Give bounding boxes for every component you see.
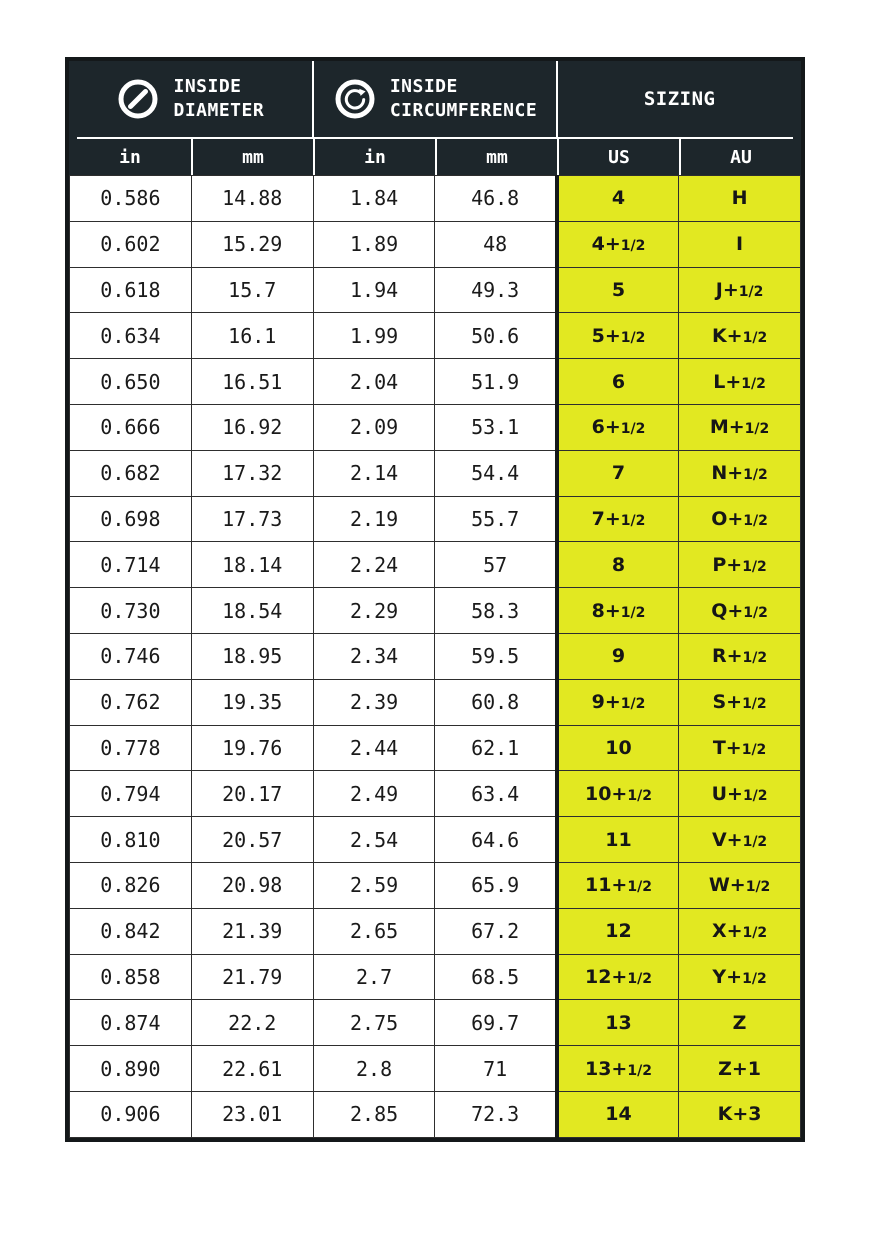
diameter-in-cell: 0.874 [70,1000,192,1046]
au-size-cell: U+1/2 [679,771,801,817]
us-size-cell: 6 [557,359,679,405]
us-size-cell: 7 [557,450,679,496]
diameter-mm-cell: 23.01 [191,1091,313,1137]
circumference-mm-cell: 51.9 [435,359,557,405]
unit-header-circumference-mm: mm [435,139,557,175]
us-size-cell: 4+1/2 [557,221,679,267]
au-size-cell: Z [679,1000,801,1046]
us-size-cell: 7+1/2 [557,496,679,542]
circumference-in-cell: 2.44 [313,725,435,771]
unit-header-row [69,139,801,175]
diameter-mm-cell: 16.92 [191,404,313,450]
circumference-in-cell: 1.99 [313,313,435,359]
circumference-icon [333,77,377,121]
diameter-in-cell: 0.794 [70,771,192,817]
us-size-cell: 12 [557,908,679,954]
header-inside-circumference [312,61,557,137]
unit-header-circumference-in: in [313,139,435,175]
au-size-cell: T+1/2 [679,725,801,771]
diameter-in-cell: 0.762 [70,679,192,725]
diameter-in-cell: 0.890 [70,1046,192,1092]
circumference-mm-cell: 58.3 [435,588,557,634]
au-size-cell: I [679,221,801,267]
table-row [70,542,801,588]
diameter-mm-cell: 22.2 [191,1000,313,1046]
ring-size-chart [65,57,805,1142]
diameter-in-cell: 0.714 [70,542,192,588]
diameter-in-cell: 0.730 [70,588,192,634]
diameter-in-cell: 0.602 [70,221,192,267]
unit-header-au: AU [679,139,801,175]
table-row [70,1091,801,1137]
circumference-in-cell: 2.34 [313,633,435,679]
us-size-cell: 6+1/2 [557,404,679,450]
au-size-cell: Y+1/2 [679,954,801,1000]
header-label-line: CIRCUMFERENCE [389,100,538,121]
diameter-mm-cell: 14.88 [191,176,313,222]
circumference-in-cell: 2.7 [313,954,435,1000]
header-inside-diameter [69,61,312,137]
diameter-icon [116,77,160,121]
us-size-cell: 5 [557,267,679,313]
table-header [69,61,801,175]
au-size-cell: W+1/2 [679,862,801,908]
circumference-mm-cell: 71 [435,1046,557,1092]
diameter-mm-cell: 18.14 [191,542,313,588]
au-size-cell: M+1/2 [679,404,801,450]
table-row [70,1046,801,1092]
circumference-in-cell: 2.75 [313,1000,435,1046]
us-size-cell: 9+1/2 [557,679,679,725]
diameter-in-cell: 0.810 [70,817,192,863]
circumference-in-cell: 2.65 [313,908,435,954]
us-size-cell: 14 [557,1091,679,1137]
au-size-cell: X+1/2 [679,908,801,954]
us-size-cell: 10 [557,725,679,771]
circumference-mm-cell: 67.2 [435,908,557,954]
table-row [70,221,801,267]
circumference-in-cell: 2.19 [313,496,435,542]
us-size-cell: 8 [557,542,679,588]
table-row [70,862,801,908]
circumference-mm-cell: 65.9 [435,862,557,908]
us-size-cell: 11 [557,817,679,863]
au-size-cell: V+1/2 [679,817,801,863]
us-size-cell: 13+1/2 [557,1046,679,1092]
circumference-in-cell: 2.59 [313,862,435,908]
diameter-in-cell: 0.746 [70,633,192,679]
circumference-mm-cell: 57 [435,542,557,588]
au-size-cell: Q+1/2 [679,588,801,634]
circumference-mm-cell: 54.4 [435,450,557,496]
diameter-in-cell: 0.906 [70,1091,192,1137]
table-row [70,359,801,405]
diameter-in-cell: 0.666 [70,404,192,450]
circumference-mm-cell: 49.3 [435,267,557,313]
au-size-cell: P+1/2 [679,542,801,588]
diameter-mm-cell: 22.61 [191,1046,313,1092]
circumference-mm-cell: 64.6 [435,817,557,863]
us-size-cell: 10+1/2 [557,771,679,817]
table-row [70,908,801,954]
circumference-in-cell: 2.49 [313,771,435,817]
us-size-cell: 11+1/2 [557,862,679,908]
table-row [70,633,801,679]
diameter-mm-cell: 20.17 [191,771,313,817]
header-label-line: INSIDE [173,76,242,97]
unit-header-diameter-in: in [119,146,141,168]
unit-header-diameter-mm: mm [191,139,313,175]
diameter-mm-cell: 18.54 [191,588,313,634]
table-row [70,267,801,313]
table-row [70,725,801,771]
circumference-in-cell: 2.85 [313,1091,435,1137]
diameter-in-cell: 0.634 [70,313,192,359]
circumference-mm-cell: 53.1 [435,404,557,450]
au-size-cell: R+1/2 [679,633,801,679]
diameter-mm-cell: 16.51 [191,359,313,405]
us-size-cell: 8+1/2 [557,588,679,634]
circumference-mm-cell: 55.7 [435,496,557,542]
au-size-cell: K+3 [679,1091,801,1137]
header-sizing [556,61,801,137]
circumference-mm-cell: 59.5 [435,633,557,679]
header-label-line: SIZING [643,88,716,110]
circumference-mm-cell: 69.7 [435,1000,557,1046]
header-label-line: INSIDE [389,76,458,97]
diameter-mm-cell: 21.79 [191,954,313,1000]
circumference-mm-cell: 60.8 [435,679,557,725]
us-size-cell: 5+1/2 [557,313,679,359]
us-size-cell: 9 [557,633,679,679]
header-label-line: DIAMETER [173,100,265,121]
diameter-mm-cell: 18.95 [191,633,313,679]
diameter-mm-cell: 20.98 [191,862,313,908]
au-size-cell: N+1/2 [679,450,801,496]
circumference-mm-cell: 63.4 [435,771,557,817]
circumference-in-cell: 2.54 [313,817,435,863]
circumference-mm-cell: 68.5 [435,954,557,1000]
diameter-in-cell: 0.858 [70,954,192,1000]
au-size-cell: O+1/2 [679,496,801,542]
circumference-mm-cell: 46.8 [435,176,557,222]
circumference-mm-cell: 48 [435,221,557,267]
circumference-in-cell: 2.04 [313,359,435,405]
diameter-mm-cell: 19.76 [191,725,313,771]
diameter-mm-cell: 21.39 [191,908,313,954]
circumference-in-cell: 2.8 [313,1046,435,1092]
circumference-mm-cell: 50.6 [435,313,557,359]
table-row [70,1000,801,1046]
size-table [69,175,801,1138]
au-size-cell: J+1/2 [679,267,801,313]
circumference-in-cell: 2.39 [313,679,435,725]
diameter-mm-cell: 19.35 [191,679,313,725]
header-group-row [69,61,801,137]
diameter-mm-cell: 16.1 [191,313,313,359]
circumference-in-cell: 1.89 [313,221,435,267]
diameter-in-cell: 0.778 [70,725,192,771]
diameter-in-cell: 0.682 [70,450,192,496]
us-size-cell: 4 [557,176,679,222]
table-row [70,588,801,634]
table-row [70,404,801,450]
table-row [70,771,801,817]
circumference-in-cell: 2.09 [313,404,435,450]
diameter-in-cell: 0.698 [70,496,192,542]
circumference-in-cell: 1.84 [313,176,435,222]
table-row [70,450,801,496]
circumference-in-cell: 2.29 [313,588,435,634]
au-size-cell: H [679,176,801,222]
diameter-mm-cell: 17.73 [191,496,313,542]
circumference-in-cell: 2.24 [313,542,435,588]
diameter-mm-cell: 17.32 [191,450,313,496]
circumference-mm-cell: 72.3 [435,1091,557,1137]
diameter-mm-cell: 15.7 [191,267,313,313]
unit-header-us: US [557,139,679,175]
us-size-cell: 12+1/2 [557,954,679,1000]
table-row [70,817,801,863]
table-row [70,313,801,359]
diameter-in-cell: 0.650 [70,359,192,405]
diameter-in-cell: 0.586 [70,176,192,222]
circumference-in-cell: 1.94 [313,267,435,313]
diameter-mm-cell: 15.29 [191,221,313,267]
table-row [70,496,801,542]
diameter-in-cell: 0.842 [70,908,192,954]
au-size-cell: L+1/2 [679,359,801,405]
table-row [70,679,801,725]
diameter-in-cell: 0.618 [70,267,192,313]
circumference-mm-cell: 62.1 [435,725,557,771]
au-size-cell: K+1/2 [679,313,801,359]
us-size-cell: 13 [557,1000,679,1046]
diameter-in-cell: 0.826 [70,862,192,908]
au-size-cell: S+1/2 [679,679,801,725]
au-size-cell: Z+1 [679,1046,801,1092]
circumference-in-cell: 2.14 [313,450,435,496]
table-row [70,954,801,1000]
table-row [70,176,801,222]
diameter-mm-cell: 20.57 [191,817,313,863]
table-body [70,176,801,1138]
